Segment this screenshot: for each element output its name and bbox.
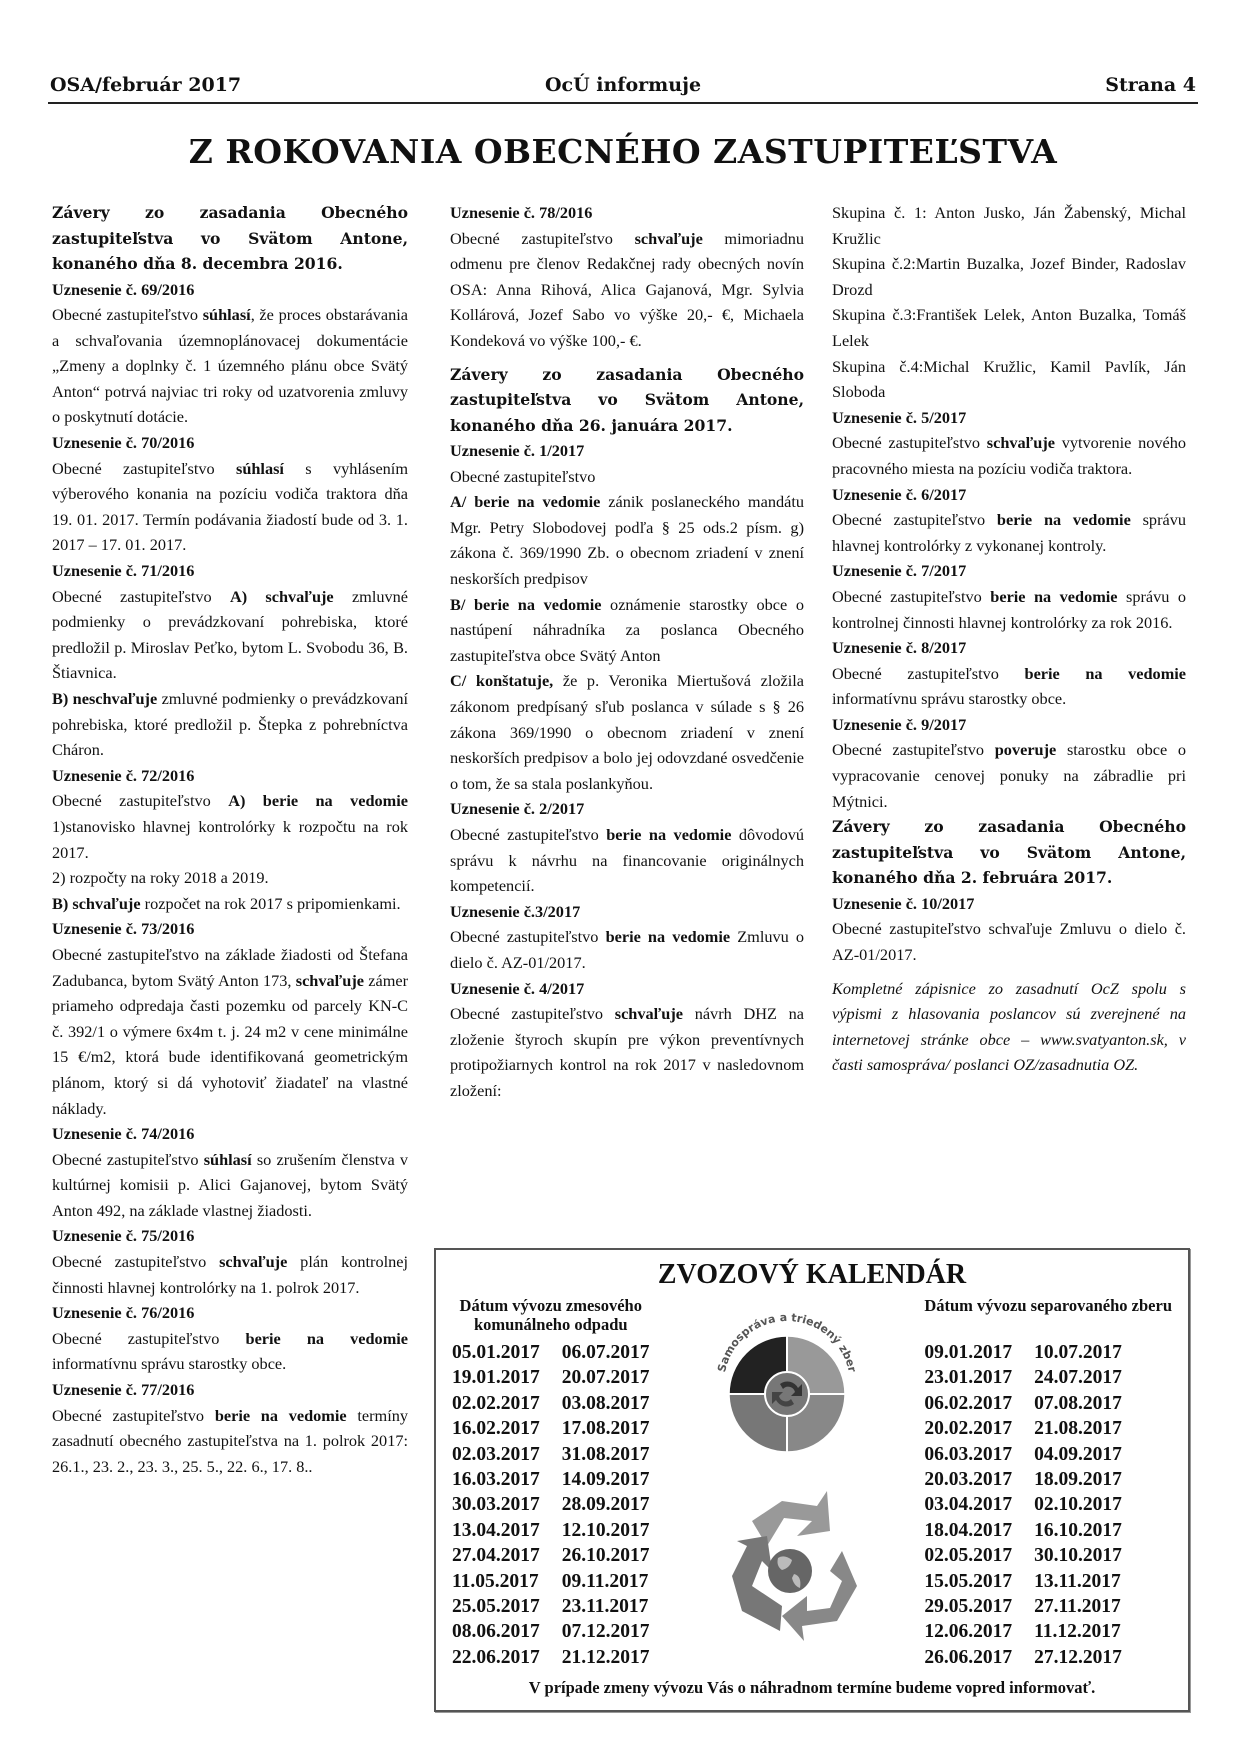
resolution-title: Uznesenie č. 2/2017 [450,799,585,819]
calendar-date: 12.10.2017 [561,1519,650,1541]
calendar-date: 10.07.2017 [1034,1342,1122,1363]
calendar-date: 03.08.2017 [561,1392,650,1414]
resolution-title: Uznesenie č. 4/2017 [450,978,585,998]
calendar-date: 21.12.2017 [561,1646,650,1668]
mixed-dates-col2 [562,1340,650,1670]
calendar-date: 16.02.2017 [452,1418,540,1440]
calendar-date: 18.04.2017 [924,1519,1013,1541]
resolution-text: Obecné zastupiteľstvo schvaľuje plán kontrolnej činnosti hlavnej kontrolórky na 1. polrok 2017. [52,1252,408,1297]
resolution-title: Uznesenie č. 1/2017 [450,441,585,461]
calendar-date: 26.06.2017 [924,1646,1013,1668]
calendar-date: 13.04.2017 [452,1519,540,1541]
calendar-date: 06.07.2017 [561,1342,650,1363]
recycling-logo [712,1296,862,1666]
calendar-date: 16.10.2017 [1034,1519,1122,1541]
resolution-text: Obecné zastupiteľstvo berie na vedomie Zmluvu o dielo č. AZ-01/2017. [450,927,805,972]
resolution-text: Obecné zastupiteľstvo na základe žiadosti od Štefana Zadubanca, bytom Svätý Anton 173, schvaľuje zámer priameho odpredaja časti pozemku od parcely KN-C č. 392/1 o výmere 6x4m t. j. 24 m2 v cene minimálne 15 €/m2, ktorá bude identifikovaná geometrickým plánom, ktorý si dá vyhotoviť žiadateľ na vlastné náklady. [52,944,409,1118]
calendar-date: 09.11.2017 [561,1570,649,1592]
resolution-title: Uznesenie č. 72/2016 [52,765,195,785]
column-3 [832,200,1186,1078]
resolution-text: Obecné zastupiteľstvo súhlasí, že proces obstarávania a schvaľovania územnoplánovacej dokumentácie „Zmeny a doplnky č. 1 územného plánu obce Svätý Anton“ potrvá najviac tri roky od uzatvorenia zmluvy o poskytnutí dotácie. [52,305,409,427]
session-heading: Závery zo zasadania Obecného zastupiteľstva vo Svätom Antone, konaného dňa 2. februára 2017. [832,817,1186,888]
group-item: Skupina č. 1: Anton Jusko, Ján Žabenský, Michal Kružlic [832,203,1186,248]
column-1 [52,200,408,1479]
calendar-date: 08.06.2017 [452,1621,540,1643]
resolution-text: Obecné zastupiteľstvo A) berie na vedomie 1)stanovisko hlavnej kontrolórky k rozpočtu na rok 2017. [52,791,408,862]
calendar-date: 30.03.2017 [452,1494,540,1516]
resolution-text: Obecné zastupiteľstvo berie na vedomie informatívnu správu starostky obce. [52,1328,409,1374]
calendar-date: 19.01.2017 [452,1367,540,1389]
resolution-title: Uznesenie č. 75/2016 [52,1226,195,1246]
calendar-date: 16.03.2017 [452,1468,540,1490]
session-heading: Závery zo zasadania Obecného zastupiteľstva vo Svätom Antone, konaného dňa 26. januára 2017. [450,364,804,435]
calendar-date: 13.11.2017 [1034,1570,1121,1592]
calendar-date: 06.02.2017 [924,1392,1013,1414]
resolution-title: Uznesenie č. 7/2017 [832,561,967,581]
calendar-date: 23.01.2017 [924,1367,1013,1389]
resolution-text: Obecné zastupiteľstvo schvaľuje návrh DHZ na zloženie štyroch skupín pre výkon preventívnych protipožiarnych kontrol na rok 2017 v nasledovnom zložení: [450,1004,804,1100]
group-item: Skupina č.2:Martin Buzalka, Jozef Binder, Radoslav Drozd [832,254,1186,299]
calendar-date: 31.08.2017 [561,1443,650,1465]
resolution-text: B) schvaľuje rozpočet na rok 2017 s pripomienkami. [52,893,401,913]
resolution-text: Obecné zastupiteľstvo schvaľuje vytvorenie nového pracovného miesta na pozíciu vodiča traktora. [832,433,1186,478]
section-label: OcÚ informuje [544,74,702,96]
resolution-text: B) neschvaľuje zmluvné podmienky o prevádzkovaní pohrebiska, ktoré predložil p. Štepka z pohrebníctva Cháron. [52,689,409,760]
mixed-waste-header [452,1296,650,1334]
calendar-date: 26.10.2017 [561,1545,650,1567]
separated-waste-header: Dátum vývozu separovaného zberu [924,1296,1172,1315]
calendar-date: 17.08.2017 [561,1418,650,1440]
resolution-title: Uznesenie č. 77/2016 [52,1380,195,1400]
calendar-date: 20.02.2017 [924,1418,1013,1440]
calendar-date: 02.05.2017 [924,1545,1013,1567]
resolution-text: Obecné zastupiteľstvo berie na vedomie termíny zasadnutí obecného zastupiteľstva na 1. polrok 2017: 26.1., 23. 2., 23. 3., 25. 5., 22. 6., 17. 8.. [52,1405,409,1476]
mixed-dates-col1 [452,1340,540,1670]
calendar-date: 14.09.2017 [561,1468,650,1490]
calendar-date: 20.07.2017 [561,1367,650,1389]
resolution-text: 2) rozpočty na roky 2018 a 2019. [52,868,269,888]
minutes-note: Kompletné zápisnice zo zasadnutí OcZ spolu s výpismi z hlasovania poslancov sú zverejnené na internetovej stránke obce – www.svatyanton.sk, v časti samospráva/ poslanci OZ/zasadnutia OZ. [832,978,1186,1075]
mixed-dates [452,1340,650,1670]
resolution-text: Obecné zastupiteľstvo schvaľuje Zmluvu o dielo č. AZ-01/2017. [832,919,1186,964]
logo-text: Samospráva a triedený zber [715,1310,859,1374]
calendar-footer-note: V prípade zmeny vývozu Vás o náhradnom termíne budeme vopred informovať. [528,1678,1096,1698]
resolution-title: Uznesenie č. 73/2016 [52,919,195,939]
calendar-date: 30.10.2017 [1034,1545,1122,1567]
resolution-title: Uznesenie č. 76/2016 [52,1303,195,1323]
resolution-text: B/ berie na vedomie oznámenie starostky obce o nastúpení náhradníka za poslanca Obecného zastupiteľstva obce Svätý Anton [450,594,804,665]
separated-dates [924,1340,1172,1670]
calendar-date: 02.02.2017 [452,1392,540,1414]
resolution-title: Uznesenie č. 69/2016 [52,279,195,299]
calendar-date: 24.07.2017 [1034,1367,1122,1389]
separated-dates-col2 [1034,1340,1122,1670]
calendar-date: 28.09.2017 [561,1494,650,1516]
calendar-date: 29.05.2017 [924,1595,1013,1617]
calendar-date: 05.01.2017 [452,1342,540,1363]
calendar-date: 22.06.2017 [452,1646,540,1668]
resolution-text: Obecné zastupiteľstvo súhlasí s vyhlásením výberového konania na pozíciu vodiča traktora dňa 19. 01. 2017. Termín podávania žiadostí bude od 3. 1. 2017 – 17. 01. 2017. [52,458,408,555]
calendar-date: 23.11.2017 [561,1595,649,1617]
column-2 [450,200,804,1104]
resolution-text: Obecné zastupiteľstvo berie na vedomie dôvodovú správu k návrhu na financovanie originálnych kompetencií. [450,824,805,896]
resolution-title: Uznesenie č.3/2017 [450,901,581,921]
recycling-globe-icon [732,1491,857,1641]
resolution-title: Uznesenie č. 71/2016 [52,561,195,581]
resolution-text: Obecné zastupiteľstvo poveruje starostku obce o vypracovanie cenovej ponuky na zábradlie pri Mýtnici. [832,740,1187,811]
page-number: Strana 4 [1105,74,1196,96]
calendar-date: 02.03.2017 [452,1443,540,1465]
recycling-circle-logo-icon [715,1311,859,1452]
resolution-text: Obecné zastupiteľstvo súhlasí so zrušením členstva v kultúrnej komisii p. Alici Gajanovej, bytom Svätý Anton 492, na základe vlastnej žiadosti. [52,1149,408,1220]
resolution-title: Uznesenie č. 78/2016 [450,203,593,222]
calendar-date: 03.04.2017 [924,1494,1013,1516]
calendar-date: 18.09.2017 [1034,1468,1122,1490]
mixed-waste-section [452,1296,650,1670]
resolution-text: Obecné zastupiteľstvo berie na vedomie správu hlavnej kontrolórky z vykonanej kontroly. [832,510,1187,555]
calendar-date: 21.08.2017 [1034,1418,1122,1440]
resolution-text: C/ konštatuje, že p. Veronika Miertušová zložila zákonom predpísaný sľub poslanca v súlade s § 26 zákona 369/1990 o obecnom zriadení v znení neskorších predpisov a bolo jej odovzdané osvedčenie o tom, že sa stala poslankyňou. [450,671,804,793]
calendar-date: 09.01.2017 [924,1342,1013,1363]
resolution-text: Obecné zastupiteľstvo schvaľuje mimoriadnu odmenu pre členov Redakčnej rady obecných novín OSA: Anna Rihová, Alica Gajanová, Mgr. Sylvia Kollárová, Jozef Sabo vo výške 20,- €, Michaela Kondeková vo výške 100,- €. [450,228,805,350]
session-heading: Závery zo zasadania Obecného zastupiteľstva vo Svätom Antone, konaného dňa 8. decembra 2016. [52,203,408,273]
calendar-date: 07.12.2017 [561,1621,650,1643]
resolution-text: Obecné zastupiteľstvo berie na vedomie správu o kontrolnej činnosti hlavnej kontrolórky za rok 2016. [832,586,1187,632]
calendar-date: 27.04.2017 [452,1545,540,1567]
calendar-date: 04.09.2017 [1034,1443,1122,1465]
resolution-text: Obecné zastupiteľstvo [450,466,596,486]
calendar-date: 07.08.2017 [1034,1392,1122,1414]
resolution-text: Obecné zastupiteľstvo A) schvaľuje zmluvné podmienky o prevádzkovaní pohrebiska, ktoré predložil p. Miroslav Peťko, bytom L. Svobodu 36, B. Štiavnica. [52,586,409,683]
issue-label: OSA/február 2017 [50,74,242,96]
calendar-body [452,1296,1172,1670]
calendar-date: 20.03.2017 [924,1468,1013,1490]
resolution-text: A/ berie na vedomie zánik poslaneckého mandátu Mgr. Petry Slobodovej podľa § 25 ods.2 písm. g) zákona č. 369/1990 Zb. o obecnom zriadení v znení neskorších predpisov [450,492,804,589]
calendar-date: 12.06.2017 [924,1621,1013,1643]
separated-dates-col1 [924,1340,1012,1670]
resolution-title: Uznesenie č. 8/2017 [832,638,967,658]
resolution-title: Uznesenie č. 5/2017 [832,407,967,427]
mixed-header-line: komunálneho odpadu [473,1315,628,1334]
resolution-title: Uznesenie č. 10/2017 [832,893,975,913]
calendar-date: 27.12.2017 [1034,1646,1122,1668]
page-title: Z ROKOVANIA OBECNÉHO ZASTUPITEĽSTVA [188,132,1058,171]
calendar-date: 11.05.2017 [452,1570,539,1592]
collection-calendar [434,1248,1190,1712]
group-item: Skupina č.3:František Lelek, Anton Buzalka, Tomáš Lelek [832,305,1186,350]
mixed-header-line: Dátum vývozu zmesového [459,1296,642,1315]
calendar-date: 06.03.2017 [924,1443,1013,1465]
resolution-text: Obecné zastupiteľstvo berie na vedomie informatívnu správu starostky obce. [832,663,1187,709]
group-item: Skupina č.4:Michal Kružlic, Kamil Pavlík, Ján Sloboda [832,356,1186,402]
calendar-date: 15.05.2017 [924,1570,1013,1592]
resolution-title: Uznesenie č. 70/2016 [52,433,195,453]
calendar-date: 27.11.2017 [1034,1595,1121,1617]
page-header [48,72,1198,104]
resolution-title: Uznesenie č. 9/2017 [832,714,967,734]
calendar-date: 11.12.2017 [1034,1621,1121,1643]
calendar-date: 02.10.2017 [1034,1494,1122,1516]
calendar-date: 25.05.2017 [452,1595,540,1617]
resolution-title: Uznesenie č. 74/2016 [52,1124,195,1144]
calendar-title: ZVOZOVÝ KALENDÁR [657,1259,967,1290]
separated-waste-section [924,1296,1172,1670]
resolution-title: Uznesenie č. 6/2017 [832,484,967,504]
